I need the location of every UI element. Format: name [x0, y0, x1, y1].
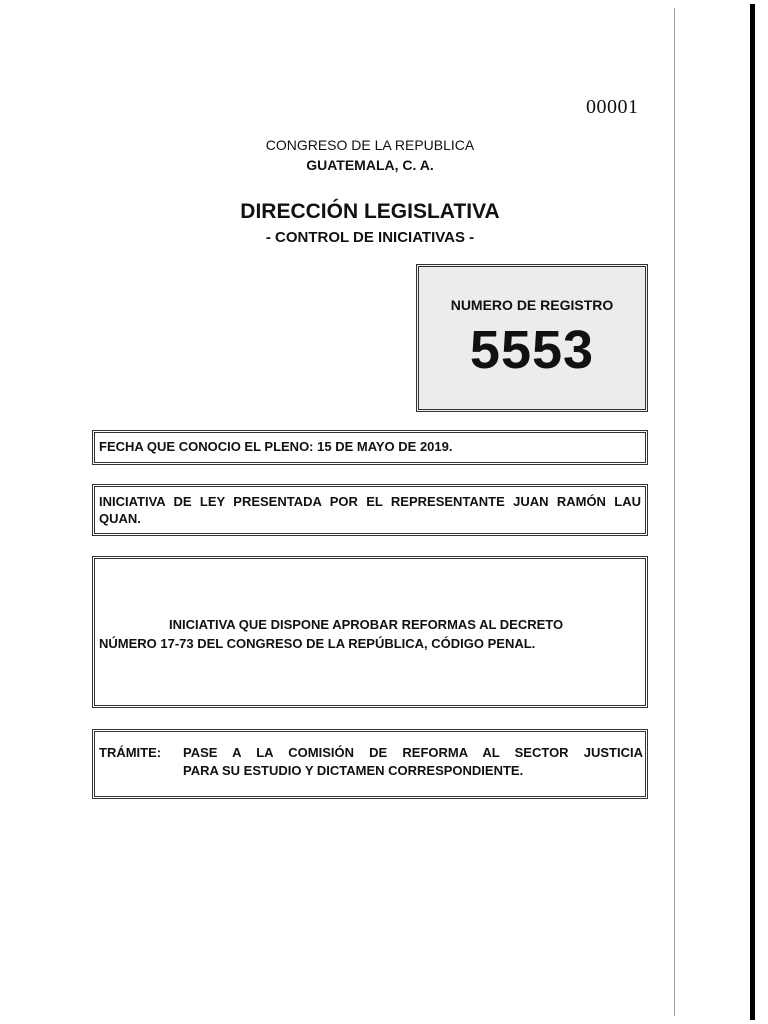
descripcion-line-1: INICIATIVA QUE DISPONE APROBAR REFORMAS AL DECRETO — [169, 617, 564, 632]
document-subtitle: - CONTROL DE INICIATIVAS - — [265, 229, 475, 246]
registro-number: 5553 — [469, 320, 595, 380]
fecha-box — [92, 430, 648, 465]
descripcion-line-2: NÚMERO 17-73 DEL CONGRESO DE LA REPÚBLICA, CÓDIGO PENAL. — [99, 636, 536, 651]
tramite-line-1: PASE A LA COMISIÓN DE REFORMA AL SECTOR JUSTICIA — [183, 745, 643, 760]
tramite-box — [92, 729, 648, 799]
registro-label: NUMERO DE REGISTRO — [450, 297, 614, 313]
header-institution: CONGRESO DE LA REPUBLICA — [265, 137, 475, 153]
tramite-line-2: PARA SU ESTUDIO Y DICTAMEN CORRESPONDIENTE. — [183, 763, 524, 778]
page-edge-line — [674, 8, 675, 1016]
header-location: GUATEMALA, C. A. — [306, 157, 434, 173]
page-binding-bar — [750, 4, 755, 1020]
presentada-box — [92, 484, 648, 536]
page-number: 00001 — [586, 96, 639, 118]
tramite-label: TRÁMITE: — [99, 745, 162, 760]
document-title: DIRECCIÓN LEGISLATIVA — [240, 200, 500, 223]
presentada-text: INICIATIVA DE LEY PRESENTADA POR EL REPRESENTANTE JUAN RAMÓN LAU QUAN. — [99, 494, 641, 526]
fecha-text: FECHA QUE CONOCIO EL PLENO: 15 DE MAYO DE 2019. — [99, 439, 453, 454]
descripcion-box — [92, 556, 648, 708]
registro-box — [416, 264, 648, 412]
